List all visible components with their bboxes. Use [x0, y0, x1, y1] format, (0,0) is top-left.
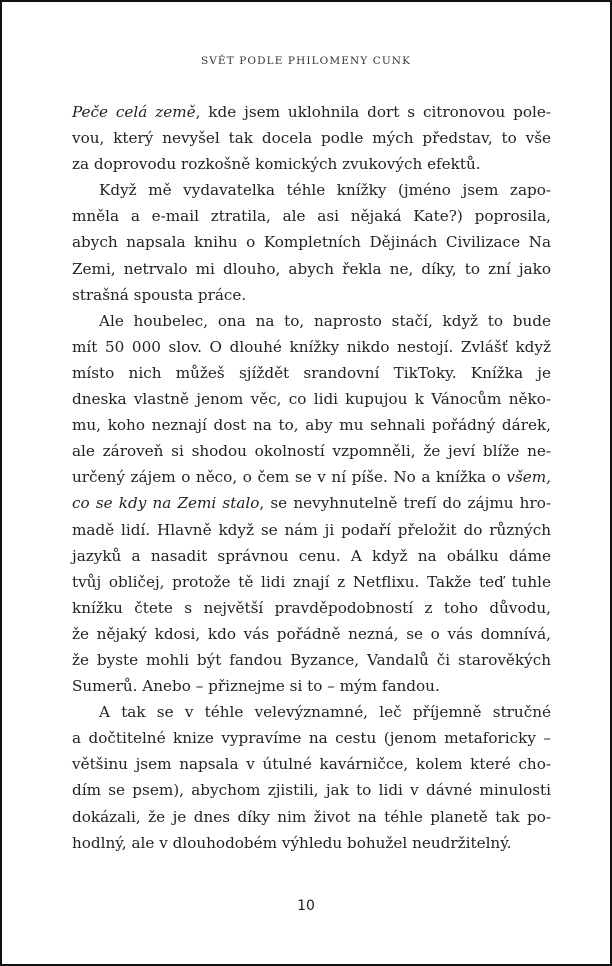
text-line: Ale houbelec, ona na to, naprosto stačí, když to bude — [99, 311, 551, 330]
text-line: madě lidí. Hlavně když se nám ji podaří přeložit do různých — [72, 520, 551, 539]
text-line: Sumerů. Anebo – přiznejme si to – mým fandou. — [72, 677, 440, 696]
paragraph — [72, 177, 551, 307]
text-line: vou, který nevyšel tak docela podle mých představ, to vše — [72, 129, 551, 148]
italic-title: Peče celá země — [72, 103, 196, 121]
text-line: abych napsala knihu o Kompletních Dějinách Civilizace Na — [72, 233, 551, 252]
text-line: za doprovodu rozkošně komických zvukových efektů. — [72, 155, 481, 174]
text-line: knížku čtete s největší pravděpodobností z toho důvodu, — [72, 598, 551, 617]
text-line: že nějaký kdosi, kdo vás pořádně nezná, se o vás domnívá, — [72, 624, 551, 643]
text-line: jazyků a nasadit správnou cenu. A když na obálku dáme — [72, 546, 551, 565]
text-line: místo nich můžeš sjíždět srandovní TikToky. Knížka je — [72, 363, 551, 382]
text-line: a dočtitelné knize vypravíme na cestu (jenom metaforicky – — [72, 729, 551, 748]
text-line: hodlný, ale v dlouhodobém výhledu bohužel neudržitelný. — [72, 833, 512, 852]
text-line: dokázali, že je dnes díky nim život na téhle planetě tak po- — [72, 807, 551, 826]
text-line: Zemi, netrvalo mi dlouho, abych řekla ne, díky, to zní jako — [72, 259, 551, 278]
italic-phrase: co se kdy na Zemi stalo — [72, 494, 260, 513]
paragraph — [72, 699, 551, 856]
text-line: A tak se v téhle velevýznamné, leč příjemně stručné — [99, 703, 551, 722]
text-line: dím se psem), abychom zjistili, jak to lidi v dávné minulosti — [72, 781, 551, 800]
text-line: mu, koho neznají dost na to, aby mu sehnali pořádný dárek, — [72, 416, 551, 435]
text-line: že byste mohli být fandou Byzance, Vandalů či starověkých — [72, 650, 551, 669]
text-line: dneska vlastně jenom věc, co lidi kupujou k Vánocům něko- — [72, 390, 551, 409]
page-number: 10 — [297, 898, 315, 914]
text-line: strašná spousta práce. — [72, 285, 247, 304]
text-line: Peče celá země, kde jsem uklohnila dort s citronovou pole- — [72, 103, 551, 121]
paragraph — [72, 308, 551, 699]
running-head: SVĚT PODLE PHILOMENY CUNK — [200, 55, 412, 67]
text-line: co se kdy na Zemi stalo, se nevyhnutelně trefí do zájmu hro- — [72, 494, 551, 513]
text-line: ale zároveň si shodou okolností vzpomněli, že jeví blíže ne- — [72, 442, 551, 461]
italic-phrase: všem, — [506, 468, 551, 487]
text-line: Když mě vydavatelka téhle knížky (jméno jsem zapo- — [99, 181, 551, 200]
text-line: většinu jsem napsala v útulné kavárničce, kolem které cho- — [72, 755, 551, 774]
text-line: tvůj obličej, protože tě lidi znají z Netflixu. Takže teď tuhle — [72, 572, 551, 591]
text-line: mněla a e-mail ztratila, ale asi nějaká Kate?) poprosila, — [72, 207, 551, 226]
text-line: určený zájem o něco, o čem se v ní píše. No a knížka o všem, — [72, 468, 551, 487]
paragraph — [72, 99, 551, 177]
body-text — [72, 99, 551, 856]
text-line: mít 50 000 slov. O dlouhé knížky nikdo nestojí. Zvlášť když — [72, 337, 551, 356]
